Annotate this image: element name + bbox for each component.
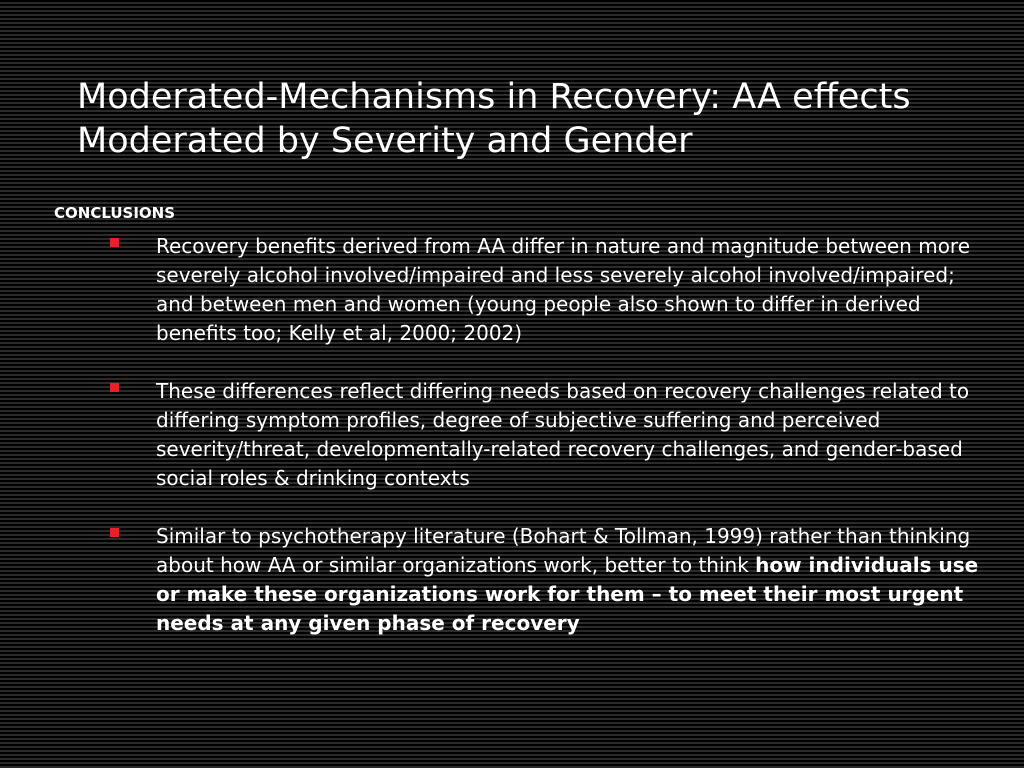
bullet-text: Recovery benefits derived from AA differ in nature and magnitude between more severely alcohol involved/impaired and less severely alcohol involved/impaired; and between men and women (young people also shown to differ in derived benefits too; Kelly et al, 2000; 2002) [156, 234, 971, 345]
bullet-text: Similar to psychotherapy literature (Bohart & Tollman, 1999) rather than thinking about how AA or similar organizations work, better to think [156, 524, 971, 577]
bullet-item [110, 377, 980, 493]
bullet-text: These differences reflect differing needs based on recovery challenges related to differing symptom profiles, degree of subjective suffering and perceived severity/threat, developmentally-related recovery challenges, and gender-based social roles & drinking contexts [156, 379, 970, 490]
slide-title: Moderated-Mechanisms in Recovery: AA effects Moderated by Severity and Gender [77, 77, 911, 161]
bullet-item [110, 522, 980, 638]
section-heading: CONCLUSIONS [54, 204, 176, 222]
square-bullet-icon [110, 528, 119, 537]
square-bullet-icon [110, 383, 119, 392]
bullet-list [110, 232, 980, 667]
bullet-item [110, 232, 980, 348]
bullet-emphasis-text: how individuals use or make these organizations work for them – to meet their most urgent needs at any given phase of recovery [156, 553, 979, 635]
square-bullet-icon [110, 238, 119, 247]
